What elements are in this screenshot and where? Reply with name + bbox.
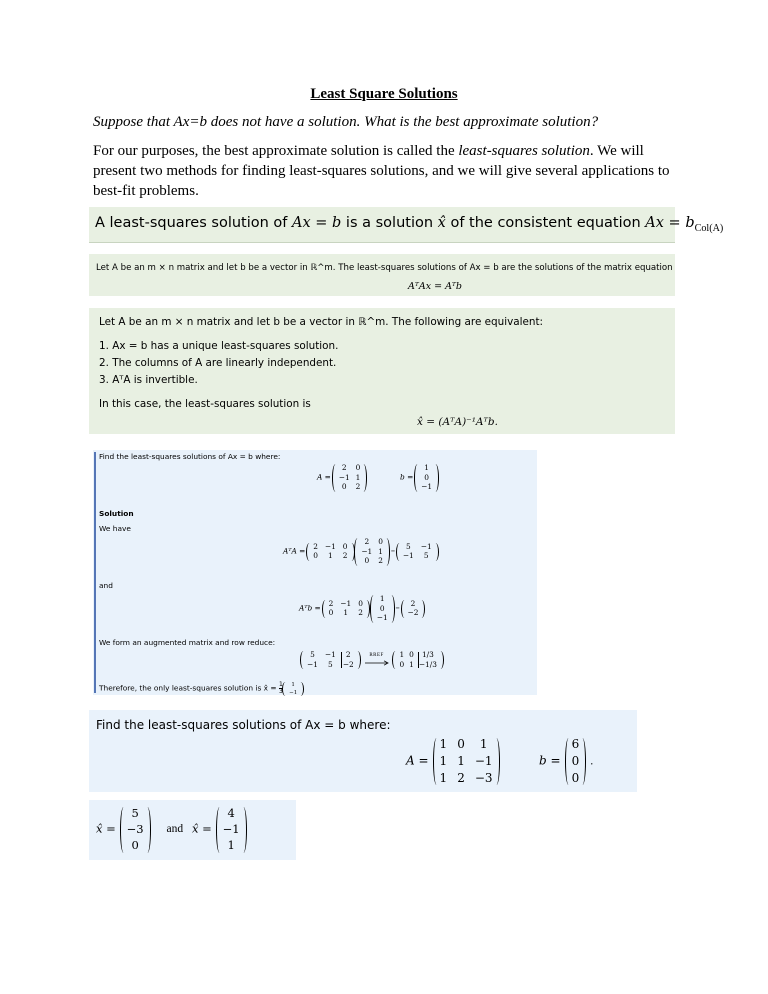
left-paren <box>216 807 223 853</box>
left-paren <box>120 807 127 853</box>
matrix-cell: −1 <box>338 472 350 482</box>
b-vector-repeat <box>371 594 394 623</box>
augmented-matrix <box>301 650 360 669</box>
equivalence-intro: Let A be an m × n matrix and let b be a vector in ℝ^m. The following are equivalent: <box>99 316 544 328</box>
matrix-cell: 1 <box>227 838 235 853</box>
right-paren <box>388 595 395 623</box>
matrix-cell: 2 <box>410 598 416 608</box>
example1-A-matrix <box>333 463 367 492</box>
matrix-cell: 1 <box>378 546 383 556</box>
matrix-cell: 2 <box>364 537 370 546</box>
right-paren <box>360 464 367 492</box>
matrix-cell: 1 <box>439 770 448 785</box>
matrix-body <box>377 595 388 623</box>
example1-A-block <box>317 464 366 492</box>
matrix-cell: 0 <box>341 482 347 492</box>
ATA-label: AᵀA = <box>283 546 306 556</box>
theorem-box <box>89 254 675 296</box>
rref-arrow <box>364 653 390 667</box>
matrix-cell: 0 <box>378 537 383 546</box>
ATb-label: Aᵀb = <box>299 603 321 613</box>
matrix-cell: 5 <box>328 659 333 669</box>
matrix-body <box>440 738 493 785</box>
intro-text-after: . We will present two methods for finding least-squares solutions, and we will give several applications to best-fit problems. <box>93 143 670 199</box>
exercise-prompt <box>96 718 391 732</box>
matrix-cell: 0 <box>457 737 465 751</box>
definition-text-start: A least-squares solution of <box>95 215 293 231</box>
matrix-cell: 0 <box>131 838 139 853</box>
matrix-cell: 2 <box>345 650 351 659</box>
matrix-cell: −1 <box>402 551 414 561</box>
therefore-text: Therefore, the only least-squares solution is x̂ = <box>99 683 279 693</box>
matrix-cell: −1 <box>421 482 433 492</box>
right-paren <box>432 543 439 561</box>
matrix-cell: −2 <box>407 608 419 618</box>
fraction-numerator: 1 <box>278 681 283 688</box>
matrix-cell: 2 <box>342 551 348 561</box>
right-paren <box>240 807 247 853</box>
exercise-b-label: b = <box>539 753 561 768</box>
matrix-cell: −1 <box>420 541 432 551</box>
matrix-cell: −1 <box>324 650 336 659</box>
left-paren <box>392 651 399 669</box>
augment-bar <box>418 652 419 668</box>
right-paren <box>493 738 500 785</box>
right-arrow-icon <box>364 660 390 666</box>
matrix-cell: −1 <box>340 598 352 608</box>
exercise-b-block <box>539 738 593 785</box>
matrix-cell: −1 <box>222 822 240 837</box>
matrix-cell: 1 <box>424 463 429 472</box>
left-paren <box>401 600 408 618</box>
left-paren <box>282 682 289 696</box>
matrix-cell: 0 <box>424 472 429 482</box>
definition-text-mid: is a solution <box>341 215 438 231</box>
example1-b-vector <box>415 463 438 492</box>
matrix-cell: −1/3 <box>418 659 437 669</box>
definition-box <box>89 207 724 243</box>
exercise-A-label: A = <box>406 753 429 768</box>
equivalence-box <box>89 308 675 434</box>
matrix-cell: 1 <box>291 682 295 689</box>
solutions-line <box>96 807 248 853</box>
matrix-cell: 2 <box>313 541 318 551</box>
solution-vector <box>285 682 301 696</box>
definition-text <box>95 215 723 234</box>
matrix-body <box>313 543 347 561</box>
xhat1-vector <box>119 806 152 853</box>
matrix-cell: 5 <box>131 806 139 820</box>
matrix-cell: −1 <box>324 541 336 551</box>
ATA-equals: = <box>390 546 395 556</box>
right-paren <box>383 538 390 566</box>
left-paren <box>354 538 361 566</box>
matrix-cell: 2 <box>341 463 347 472</box>
right-paren <box>144 807 151 853</box>
left-paren <box>370 595 377 623</box>
right-paren <box>437 651 444 669</box>
matrix-cell: 1 <box>479 737 488 751</box>
A-matrix-repeat <box>355 537 389 566</box>
example1-b-block <box>400 464 438 492</box>
matrix-body <box>421 464 432 492</box>
exercise-A-matrix <box>432 737 501 785</box>
matrix-cell: 2 <box>457 770 465 785</box>
left-paren <box>433 738 440 785</box>
ATb-vector <box>402 598 425 618</box>
equivalence-case-text: In this case, the least-squares solution is <box>99 398 311 410</box>
matrix-cell: 4 <box>227 806 235 820</box>
matrix-cell: 1 <box>379 594 385 603</box>
matrix-body <box>127 807 144 853</box>
matrix-body <box>339 464 361 492</box>
exercise-b-vector <box>564 737 588 785</box>
matrix-body <box>307 651 354 669</box>
matrix-cell: 0 <box>379 603 385 613</box>
matrix-cell: −1 <box>289 689 298 696</box>
matrix-cell: 0 <box>364 556 370 566</box>
right-paren <box>432 464 439 492</box>
definition-text-mid2: of the consistent equation <box>445 215 646 231</box>
left-paren <box>322 600 329 618</box>
definition-xhat: x̂ <box>437 215 446 231</box>
equivalence-item-2: 2. The columns of A are linearly independent. <box>99 357 337 369</box>
example1-prompt: Find the least-squares solutions of Ax = b where: <box>99 452 281 461</box>
therefore-line <box>99 682 301 696</box>
matrix-cell: −2 <box>342 659 354 669</box>
example-left-rule <box>94 452 96 693</box>
matrix-cell: 5 <box>310 650 315 659</box>
matrix-cell: 1 <box>343 608 349 618</box>
left-paren <box>414 464 421 492</box>
xhat2-vector <box>215 806 248 853</box>
matrix-body <box>361 538 383 566</box>
right-paren <box>579 738 586 785</box>
matrix-cell: 0 <box>355 463 361 472</box>
left-paren <box>565 738 572 785</box>
matrix-cell: 1 <box>327 551 333 561</box>
matrix-cell: 1 <box>439 737 448 751</box>
definition-eq2: Ax = b <box>645 215 695 231</box>
xhat1-label: x̂ = <box>96 821 116 836</box>
AT-matrix-repeat <box>323 598 369 618</box>
intro-emphasis: least-squares solution <box>458 143 590 159</box>
ATA-matrix <box>397 541 438 561</box>
right-paren <box>363 600 370 618</box>
matrix-cell: 5 <box>405 541 411 551</box>
we-have-text: We have <box>99 524 131 533</box>
matrix-cell: 0 <box>328 608 334 618</box>
matrix-body <box>329 600 363 618</box>
matrix-body <box>223 807 240 853</box>
worked-example-box <box>93 450 537 695</box>
matrix-cell: −1 <box>474 753 493 768</box>
matrix-cell: 1/3 <box>421 650 434 659</box>
left-paren <box>396 543 403 561</box>
matrix-cell: −1 <box>361 546 373 556</box>
matrix-cell: −3 <box>126 822 144 837</box>
matrix-cell: 0 <box>399 659 405 669</box>
matrix-cell: 0 <box>409 650 414 659</box>
solutions-and: and <box>166 823 184 836</box>
augment-bar <box>341 652 342 668</box>
reduced-matrix <box>393 650 443 669</box>
equivalence-item-1: 1. Ax = b has a unique least-squares solution. <box>99 340 339 352</box>
AT-matrix <box>307 541 353 561</box>
theorem-text: Let A be an m × n matrix and let b be a vector in ℝ^m. The least-squares solutions of Ax = b are the solutions of the matrix equation <box>96 263 673 273</box>
matrix-body <box>289 682 297 696</box>
theorem-equation: AᵀAx = Aᵀb <box>408 281 462 292</box>
matrix-cell: 1 <box>457 753 465 768</box>
matrix-cell: 0 <box>571 753 580 768</box>
matrix-cell: −3 <box>474 770 493 785</box>
right-paren <box>297 682 304 696</box>
definition-eq2-sub: Col(A) <box>694 222 724 234</box>
left-paren <box>306 543 313 561</box>
augment-text: We form an augmented matrix and row reduce: <box>99 638 276 647</box>
rref-label: RREF <box>369 653 384 659</box>
matrix-cell: 2 <box>355 482 361 492</box>
ATA-block <box>283 538 438 566</box>
matrix-body <box>572 738 580 785</box>
solution-heading: Solution <box>99 509 134 518</box>
left-paren <box>332 464 339 492</box>
intro-paragraph <box>93 141 673 201</box>
page-title: Least Square Solutions <box>310 86 458 102</box>
exercise-A-block <box>406 738 501 785</box>
solutions-box <box>89 800 296 860</box>
equivalence-item-3: 3. AᵀA is invertible. <box>99 374 198 386</box>
and-text: and <box>99 581 113 590</box>
ATb-block <box>299 595 424 623</box>
matrix-cell: 2 <box>378 556 383 566</box>
example1-A-label: A = <box>317 472 331 482</box>
example1-b-label: b = <box>400 472 414 482</box>
matrix-cell: 0 <box>358 598 363 608</box>
exercise-prompt-text: Find the least-squares solutions of Ax = b where: <box>96 718 391 732</box>
right-paren <box>354 651 361 669</box>
matrix-cell: 5 <box>423 551 429 561</box>
matrix-cell: −1 <box>376 613 388 623</box>
ATb-equals: = <box>395 603 400 613</box>
fraction-denominator: 3 <box>278 688 283 695</box>
question-text: Suppose that Ax=b does not have a solution. What is the best approximate solution? <box>93 114 599 130</box>
matrix-cell: −1 <box>307 659 318 669</box>
matrix-body <box>399 651 437 669</box>
matrix-cell: 1 <box>439 753 448 768</box>
matrix-body <box>408 600 419 618</box>
left-paren <box>300 651 307 669</box>
matrix-cell: 2 <box>328 598 334 608</box>
matrix-body <box>403 543 432 561</box>
matrix-cell: 1 <box>409 659 414 669</box>
intro-text-before: For our purposes, the best approximate solution is called the <box>93 143 459 159</box>
matrix-cell: 0 <box>313 551 318 561</box>
least-squares-formula: x̂ = (AᵀA)⁻¹Aᵀb. <box>417 416 498 428</box>
matrix-cell: 6 <box>571 737 580 751</box>
matrix-cell: 0 <box>571 770 580 785</box>
right-paren <box>418 600 425 618</box>
exercise-period: . <box>590 753 594 768</box>
definition-eq1: Ax = b <box>292 215 342 231</box>
matrix-cell: 0 <box>342 541 348 551</box>
matrix-cell: 1 <box>399 650 405 659</box>
exercise-box <box>89 710 637 792</box>
rref-block <box>301 651 443 669</box>
xhat2-label: x̂ = <box>191 821 212 836</box>
matrix-cell: 1 <box>355 472 361 482</box>
matrix-cell: 2 <box>358 608 363 618</box>
